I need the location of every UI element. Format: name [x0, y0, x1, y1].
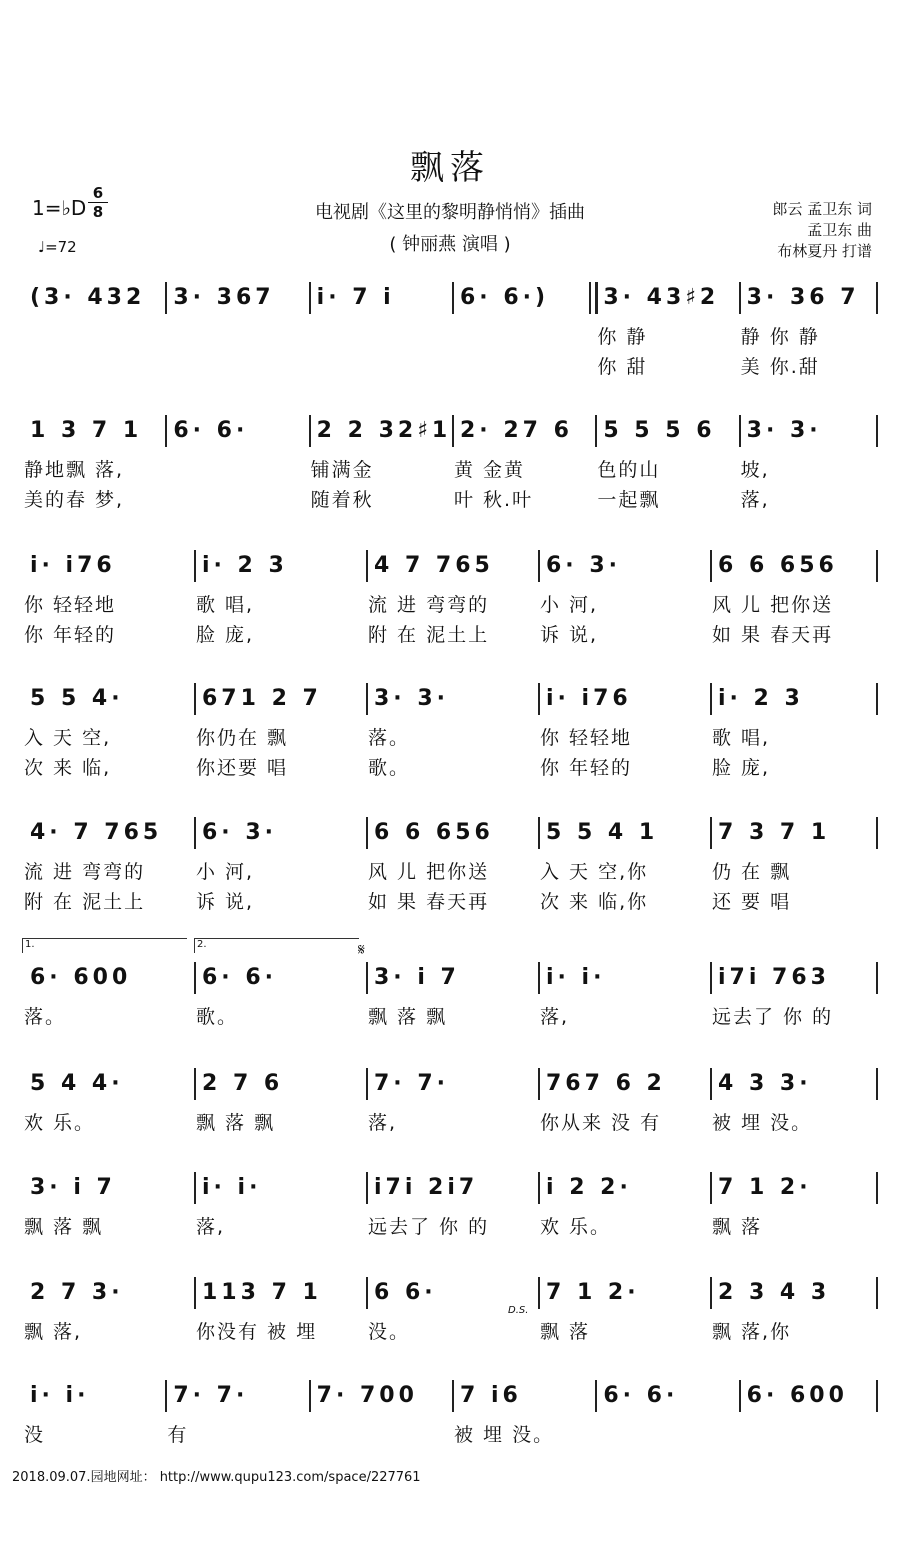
bar-line — [710, 1068, 712, 1100]
measure-notes: i· i· — [546, 965, 606, 990]
bar-line — [366, 817, 368, 849]
measure-notes: (3· 432 — [30, 285, 146, 310]
measure-notes: 2 2 32♯1 — [316, 418, 452, 443]
lyric-segment: 远去了 你 的 — [368, 1216, 490, 1238]
lyric-segment: 黄 金黄 — [454, 459, 526, 481]
lyric-segment: 你 甜 — [597, 356, 648, 378]
measure-notes: 6 6· — [374, 1280, 437, 1305]
lyric-segment: 小 河, — [196, 861, 255, 883]
bar-line — [876, 683, 878, 715]
lyric-segment: 有 — [167, 1424, 189, 1446]
measure-notes: i· i· — [202, 1175, 262, 1200]
bar-line — [876, 282, 878, 314]
measure-notes: 671 2 7 — [202, 686, 322, 711]
bar-line — [538, 817, 540, 849]
lyric-segment: 被 埋 没。 — [712, 1112, 813, 1134]
lyric-segment: 你 年轻的 — [540, 757, 633, 779]
song-title: 飘落 — [410, 148, 490, 188]
measure-notes: 6 6 656 — [374, 820, 494, 845]
lyric-segment: 流 进 弯弯的 — [24, 861, 146, 883]
singer: ( 钟丽燕 演唱 ) — [389, 234, 511, 255]
bar-line — [538, 962, 540, 994]
measure-notes: i7i 763 — [718, 965, 830, 990]
measure-notes: 3· 367 — [173, 285, 275, 310]
measure-notes: 6· 3· — [202, 820, 277, 845]
lyric-segment: 飘 落, — [24, 1321, 83, 1343]
notation-line — [22, 960, 882, 1000]
lyric-segment: 你 轻轻地 — [540, 727, 633, 749]
lyric-segment: 你没有 被 埋 — [196, 1321, 318, 1343]
measure-notes: 5 4 4· — [30, 1071, 124, 1096]
measure-notes: 7 i6 — [460, 1383, 522, 1408]
bar-line — [710, 1172, 712, 1204]
lyric-segment: 静 你 静 — [740, 326, 820, 348]
bar-line — [739, 415, 741, 447]
composer-credit: 孟卫东 曲 — [807, 221, 872, 239]
bar-line — [366, 683, 368, 715]
bar-line — [194, 962, 196, 994]
time-sig-top: 6 — [88, 184, 108, 203]
bar-line — [366, 962, 368, 994]
lyric-segment: 随着秋 — [310, 489, 374, 511]
lyric-segment: 欢 乐。 — [540, 1216, 612, 1238]
lyric-segment: 如 果 春天再 — [712, 624, 834, 646]
bar-line — [739, 282, 741, 314]
measure-notes: 5 5 5 6 — [603, 418, 716, 443]
lyric-segment: 风 儿 把你送 — [712, 594, 834, 616]
lyric-segment: 次 来 临, — [24, 757, 112, 779]
measure-notes: 3· 43♯2 — [603, 285, 720, 310]
bar-line — [194, 550, 196, 582]
bar-line — [366, 1277, 368, 1309]
repeat-bar — [589, 282, 598, 314]
lyric-segment: 落, — [740, 489, 770, 511]
time-signature — [88, 184, 108, 221]
measure-notes: i· i76 — [30, 553, 116, 578]
notation-line — [22, 1066, 882, 1106]
notation-line — [22, 1170, 882, 1210]
lyric-segment: 歌。 — [368, 757, 411, 779]
lyric-segment: 歌 唱, — [196, 594, 255, 616]
measure-notes: 7· 7· — [173, 1383, 249, 1408]
bar-line — [595, 1380, 597, 1412]
measure-notes: 767 6 2 — [546, 1071, 666, 1096]
measure-notes: 6· 600 — [30, 965, 132, 990]
measure-notes: 3· 3· — [374, 686, 449, 711]
lyric-segment: 你 年轻的 — [24, 624, 117, 646]
lyric-segment: 你从来 没 有 — [540, 1112, 662, 1134]
subtitle: 电视剧《这里的黎明静悄悄》插曲 — [315, 202, 585, 223]
bar-line — [366, 550, 368, 582]
bar-line — [876, 1380, 878, 1412]
tempo-mark: ♩=72 — [38, 238, 77, 256]
lyric-segment: 铺满金 — [310, 459, 374, 481]
lyric-segment: 脸 庞, — [712, 757, 771, 779]
lyric-segment: 歌。 — [196, 1006, 239, 1028]
notation-line — [22, 280, 882, 320]
bar-line — [876, 1277, 878, 1309]
bar-line — [876, 415, 878, 447]
lyric-segment: 美 你.甜 — [740, 356, 820, 378]
measure-notes: 5 5 4 1 — [546, 820, 659, 845]
measure-notes: 6· 6· — [603, 1383, 679, 1408]
footer-url: 2018.09.07.园地网址： http://www.qupu123.com/space/227761 — [12, 1470, 421, 1485]
lyric-segment: 你 静 — [597, 326, 648, 348]
measure-notes: 3· i 7 — [374, 965, 460, 990]
segno-sign: 𝄋 — [358, 940, 365, 959]
lyric-segment: 没 — [24, 1424, 46, 1446]
measure-notes: 6· 6· — [202, 965, 277, 990]
volta-bracket: 1. — [22, 938, 187, 953]
lyric-segment: 欢 乐。 — [24, 1112, 96, 1134]
bar-line — [739, 1380, 741, 1412]
measure-notes: 6· 3· — [546, 553, 621, 578]
lyric-segment: 美的春 梦, — [24, 489, 125, 511]
lyric-segment: 如 果 春天再 — [368, 891, 490, 913]
bar-line — [194, 1172, 196, 1204]
lyric-segment: 歌 唱, — [712, 727, 771, 749]
bar-line — [194, 683, 196, 715]
measure-notes: 6· 600 — [746, 1383, 848, 1408]
bar-line — [165, 1380, 167, 1412]
measure-notes: i· 7 i — [316, 285, 395, 310]
lyric-segment: 叶 秋.叶 — [454, 489, 534, 511]
bar-line — [452, 1380, 454, 1412]
bar-line — [876, 550, 878, 582]
lyric-segment: 流 进 弯弯的 — [368, 594, 490, 616]
notation-line — [22, 548, 882, 588]
measure-notes: 6· 6·) — [460, 285, 550, 310]
lyric-segment: 风 儿 把你送 — [368, 861, 490, 883]
lyric-segment: 你仍在 飘 — [196, 727, 289, 749]
notation-line — [22, 1275, 882, 1315]
lyric-segment: 飘 落 飘 — [368, 1006, 448, 1028]
bar-line — [538, 550, 540, 582]
measure-notes: 7 1 2· — [546, 1280, 640, 1305]
bar-line — [309, 1380, 311, 1412]
lyric-segment: 落, — [196, 1216, 226, 1238]
bar-line — [452, 282, 454, 314]
lyric-segment: 色的山 — [597, 459, 661, 481]
lyric-segment: 落, — [368, 1112, 398, 1134]
bar-line — [538, 1172, 540, 1204]
measure-notes: 3· 3· — [746, 418, 822, 443]
lyric-segment: 附 在 泥土上 — [24, 891, 146, 913]
measure-notes: 3· i 7 — [30, 1175, 116, 1200]
dal-segno-mark: D.S. — [508, 1305, 529, 1316]
bar-line — [538, 1277, 540, 1309]
lyric-segment: 你还要 唱 — [196, 757, 289, 779]
bar-line — [710, 550, 712, 582]
key-signature: 1=♭D — [32, 196, 87, 220]
bar-line — [876, 962, 878, 994]
lyric-segment: 诉 说, — [196, 891, 255, 913]
notation-line — [22, 1378, 882, 1418]
bar-line — [876, 1172, 878, 1204]
lyric-segment: 附 在 泥土上 — [368, 624, 490, 646]
measure-notes: 6 6 656 — [718, 553, 838, 578]
notation-line — [22, 413, 882, 453]
lyric-segment: 坡, — [740, 459, 770, 481]
notation-line — [22, 815, 882, 855]
measure-notes: i 2 2· — [546, 1175, 632, 1200]
bar-line — [710, 1277, 712, 1309]
measure-notes: 2· 27 6 — [460, 418, 573, 443]
measure-notes: 5 5 4· — [30, 686, 124, 711]
lyric-segment: 飘 落 — [712, 1216, 763, 1238]
measure-notes: 6· 6· — [173, 418, 249, 443]
measure-notes: 7· 700 — [316, 1383, 418, 1408]
bar-line — [366, 1068, 368, 1100]
bar-line — [710, 817, 712, 849]
measure-notes: 4· 7 765 — [30, 820, 163, 845]
lyric-segment: 仍 在 飘 — [712, 861, 792, 883]
volta-bracket: 2. — [194, 938, 359, 953]
measure-notes: 2 7 6 — [202, 1071, 284, 1096]
bar-line — [165, 415, 167, 447]
bar-line — [595, 415, 597, 447]
lyric-segment: 飘 落,你 — [712, 1321, 792, 1343]
lyric-segment: 远去了 你 的 — [712, 1006, 834, 1028]
measure-notes: 4 3 3· — [718, 1071, 812, 1096]
bar-line — [194, 1277, 196, 1309]
measure-notes: i· 2 3 — [718, 686, 804, 711]
measure-notes: 113 7 1 — [202, 1280, 322, 1305]
measure-notes: i· i76 — [546, 686, 632, 711]
measure-notes: i· 2 3 — [202, 553, 288, 578]
notation-line — [22, 681, 882, 721]
lyric-segment: 你 轻轻地 — [24, 594, 117, 616]
bar-line — [452, 415, 454, 447]
bar-line — [309, 282, 311, 314]
bar-line — [538, 1068, 540, 1100]
lyric-segment: 一起飘 — [597, 489, 661, 511]
lyric-segment: 小 河, — [540, 594, 599, 616]
measure-notes: 7· 7· — [374, 1071, 449, 1096]
lyric-segment: 落, — [540, 1006, 570, 1028]
lyric-segment: 脸 庞, — [196, 624, 255, 646]
lyric-segment: 落。 — [368, 727, 411, 749]
measure-notes: 1 3 7 1 — [30, 418, 143, 443]
bar-line — [194, 817, 196, 849]
lyric-segment: 飘 落 — [540, 1321, 591, 1343]
transcriber-credit: 布林夏丹 打谱 — [777, 242, 872, 260]
measure-notes: 2 3 4 3 — [718, 1280, 831, 1305]
lyric-segment: 入 天 空, — [24, 727, 112, 749]
bar-line — [710, 683, 712, 715]
measure-notes: i7i 2i7 — [374, 1175, 479, 1200]
measure-notes: 7 1 2· — [718, 1175, 812, 1200]
lyric-segment: 静地飘 落, — [24, 459, 125, 481]
lyric-segment: 次 来 临,你 — [540, 891, 649, 913]
measure-notes: 4 7 765 — [374, 553, 494, 578]
lyric-segment: 落。 — [24, 1006, 67, 1028]
bar-line — [876, 817, 878, 849]
lyric-segment: 飘 落 飘 — [24, 1216, 104, 1238]
bar-line — [538, 683, 540, 715]
measure-notes: 2 7 3· — [30, 1280, 124, 1305]
lyric-segment: 被 埋 没。 — [454, 1424, 555, 1446]
measure-notes: 7 3 7 1 — [718, 820, 831, 845]
lyric-segment: 还 要 唱 — [712, 891, 792, 913]
bar-line — [710, 962, 712, 994]
bar-line — [309, 415, 311, 447]
measure-notes: 3· 36 7 — [746, 285, 860, 310]
bar-line — [876, 1068, 878, 1100]
bar-line — [194, 1068, 196, 1100]
lyric-segment: 诉 说, — [540, 624, 599, 646]
bar-line — [366, 1172, 368, 1204]
lyric-segment: 入 天 空,你 — [540, 861, 649, 883]
measure-notes: i· i· — [30, 1383, 90, 1408]
lyric-segment: 没。 — [368, 1321, 411, 1343]
lyricist-credit: 郎云 孟卫东 词 — [772, 200, 872, 218]
bar-line — [165, 282, 167, 314]
lyric-segment: 飘 落 飘 — [196, 1112, 276, 1134]
time-sig-bottom: 8 — [92, 203, 104, 221]
